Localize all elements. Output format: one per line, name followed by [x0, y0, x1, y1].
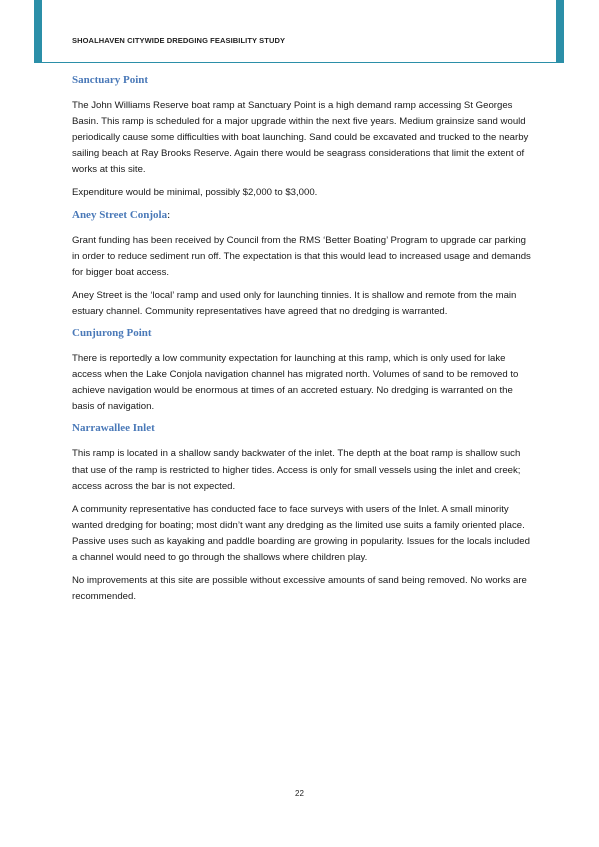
section-heading-text: Narrawallee Inlet	[72, 422, 155, 435]
section-heading	[72, 209, 532, 221]
header-accent-bar-left	[34, 0, 42, 62]
page-content	[72, 70, 532, 612]
section-heading-text: Aney Street Conjola	[72, 208, 168, 221]
section-narrawallee-inlet	[72, 422, 532, 605]
section-cunjurong-point	[72, 327, 532, 415]
paragraph: Expenditure would be minimal, possibly $2,000 to $3,000.	[72, 187, 318, 199]
section-heading-text: Sanctuary Point	[72, 74, 149, 86]
paragraph: Grant funding has been received by Council from the RMS ‘Better Boating’ Program to upgrade car parking in order to reduce sediment run off. The expectation is that this would lead to increased usage and demands for bigger boat access.	[72, 234, 531, 278]
section-sanctuary-point	[72, 74, 532, 202]
paragraph: This ramp is located in a shallow sandy backwater of the inlet. The depth at the boat ramp is shallow such that use of the ramp is restricted to higher tides. Access is only for small vessels using the inlet and creek; access across the bar is not expected.	[72, 448, 521, 492]
page-number: 22	[295, 789, 304, 798]
section-heading-text: Cunjurong Point	[72, 327, 152, 340]
paragraph: The John Williams Reserve boat ramp at Sanctuary Point is a high demand ramp accessing St Georges Basin. This ramp is scheduled for a major upgrade within the next five years. Medium grainsize sand would periodically cause some difficulties with boat launching. Sand could be excavated and trucked to the nearby sailing beach at Ray Brooks Reserve. Again there would be seagrass considerations that limit the extent of works at this site.	[72, 100, 529, 176]
header-divider	[34, 62, 564, 63]
header-accent-bar-right	[556, 0, 564, 62]
section-aney-street-conjola	[72, 209, 532, 320]
section-heading	[72, 422, 532, 434]
section-heading	[72, 74, 532, 86]
paragraph: No improvements at this site are possible without excessive amounts of sand being removed. No works are recommended.	[72, 575, 527, 603]
document-header-title: SHOALHAVEN CITYWIDE DREDGING FEASIBILITY STUDY	[72, 36, 286, 45]
paragraph: There is reportedly a low community expectation for launching at this ramp, which is only used for lake access when the Lake Conjola navigation channel has migrated north. Volumes of sand to be removed to achieve navigation would be enormous at times of an accreted estuary. No dredging is warranted on the basis of navigation.	[72, 353, 519, 413]
section-heading-suffix: :	[167, 208, 171, 221]
paragraph: Aney Street is the ‘local’ ramp and used only for launching tinnies. It is shallow and remote from the main estuary channel. Community representatives have agreed that no dredging is warranted.	[72, 289, 517, 317]
section-heading	[72, 327, 532, 339]
paragraph: A community representative has conducted face to face surveys with users of the Inlet. A small minority wanted dredging for boating; most didn’t want any dredging as the limited use suits a family oriented place. Passive uses such as kayaking and paddle boarding are growing in popularity. Issues for the locals included a channel would need to go through the shallows where children play.	[72, 503, 530, 563]
